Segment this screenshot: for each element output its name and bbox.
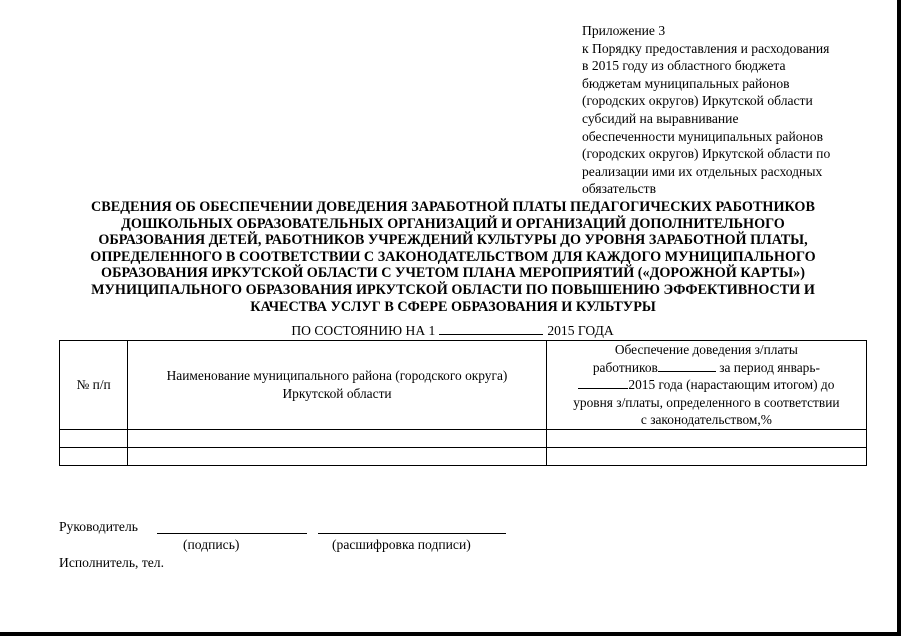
page-border-right (897, 0, 901, 636)
title-line: СВЕДЕНИЯ ОБ ОБЕСПЕЧЕНИИ ДОВЕДЕНИЯ ЗАРАБОТНОЙ ПЛАТЫ ПЕДАГОГИЧЕСКИХ РАБОТНИКОВ (91, 199, 815, 215)
table-row (60, 429, 867, 447)
header-salary-line4: уровня з/платы, определенного в соответствии (573, 394, 840, 410)
signature-blank-field[interactable] (157, 533, 307, 534)
header-municipality-line2: Иркутской области (282, 385, 392, 401)
header-municipality-line1: Наименование муниципального района (городского округа) (166, 368, 508, 384)
header-salary-line2b: за период январь- (719, 359, 820, 375)
appendix-line: Приложение 3 (582, 23, 666, 38)
executor-label: Исполнитель, тел. (59, 555, 164, 570)
table-header-row (60, 341, 867, 430)
appendix-line: в 2015 году из областного бюджета (582, 58, 786, 74)
table-row (60, 447, 867, 465)
appendix-line: реализации ими их отдельных расходных (582, 163, 823, 179)
appendix-line: бюджетам муниципальных районов (582, 75, 790, 91)
title-line: ОПРЕДЕЛЕННОГО В СООТВЕТСТВИИ С ЗАКОНОДАТЕЛЬСТВОМ ДЛЯ КАЖДОГО МУНИЦИПАЛЬНОГО (90, 248, 816, 265)
date-blank-field[interactable] (439, 323, 543, 335)
document-title (40, 199, 866, 315)
header-salary-line2a: работников (592, 359, 658, 375)
table-cell[interactable] (128, 429, 547, 447)
appendix-line: обеспеченности муниципальных районов (582, 128, 824, 144)
header-salary-line1: Обеспечение доведения з/платы (614, 342, 798, 357)
appendix-note (582, 22, 872, 198)
table-cell[interactable] (60, 429, 128, 447)
appendix-line: (городских округов) Иркутской области по (582, 146, 831, 162)
head-label: Руководитель (59, 519, 138, 534)
signature-decode-caption: (расшифровка подписи) (332, 537, 471, 552)
month-blank-field[interactable] (578, 377, 628, 389)
header-number: № п/п (60, 341, 128, 430)
table-cell[interactable] (60, 447, 128, 465)
header-salary-line3: 2015 года (нарастающим итогом) до (628, 377, 835, 393)
workers-blank-field[interactable] (658, 360, 716, 372)
title-line: КАЧЕСТВА УСЛУГ В СФЕРЕ ОБРАЗОВАНИЯ И КУЛЬТУРЫ (250, 298, 656, 315)
appendix-line: субсидий на выравнивание (582, 110, 739, 126)
signature-caption: (подпись) (183, 537, 240, 552)
header-municipality (128, 341, 547, 430)
header-salary-provision (546, 341, 866, 430)
title-line: ДОШКОЛЬНЫХ ОБРАЗОВАТЕЛЬНЫХ ОРГАНИЗАЦИЙ И ОРГАНИЗАЦИЙ ДОПОЛНИТЕЛЬНОГО (121, 215, 785, 232)
title-line: МУНИЦИПАЛЬНОГО ОБРАЗОВАНИЯ ИРКУТСКОЙ ОБЛАСТИ ПО ПОВЫШЕНИЮ ЭФФЕКТИВНОСТИ И (91, 281, 815, 298)
data-table (59, 340, 867, 466)
header-salary-line5: с законодательством,% (640, 412, 772, 428)
table-cell[interactable] (546, 447, 866, 465)
as-of-date-line (0, 323, 905, 339)
as-of-prefix: ПО СОСТОЯНИЮ НА 1 (291, 323, 436, 338)
signature-decode-blank-field[interactable] (318, 533, 506, 534)
title-line: ОБРАЗОВАНИЯ ИРКУТСКОЙ ОБЛАСТИ С УЧЕТОМ ПЛАНА МЕРОПРИЯТИЙ («ДОРОЖНОЙ КАРТЫ») (101, 265, 805, 282)
appendix-line: (городских округов) Иркутской области (582, 93, 813, 109)
title-line: ОБРАЗОВАНИЯ ДЕТЕЙ, РАБОТНИКОВ УЧРЕЖДЕНИЙ КУЛЬТУРЫ ДО УРОВНЯ ЗАРАБОТНОЙ ПЛАТЫ, (98, 232, 808, 249)
appendix-line: к Порядку предоставления и расходования (582, 40, 830, 56)
appendix-line: обязательств (582, 181, 657, 197)
table-cell[interactable] (128, 447, 547, 465)
table-cell[interactable] (546, 429, 866, 447)
page-border-bottom (0, 632, 901, 636)
as-of-suffix: 2015 ГОДА (547, 323, 614, 338)
